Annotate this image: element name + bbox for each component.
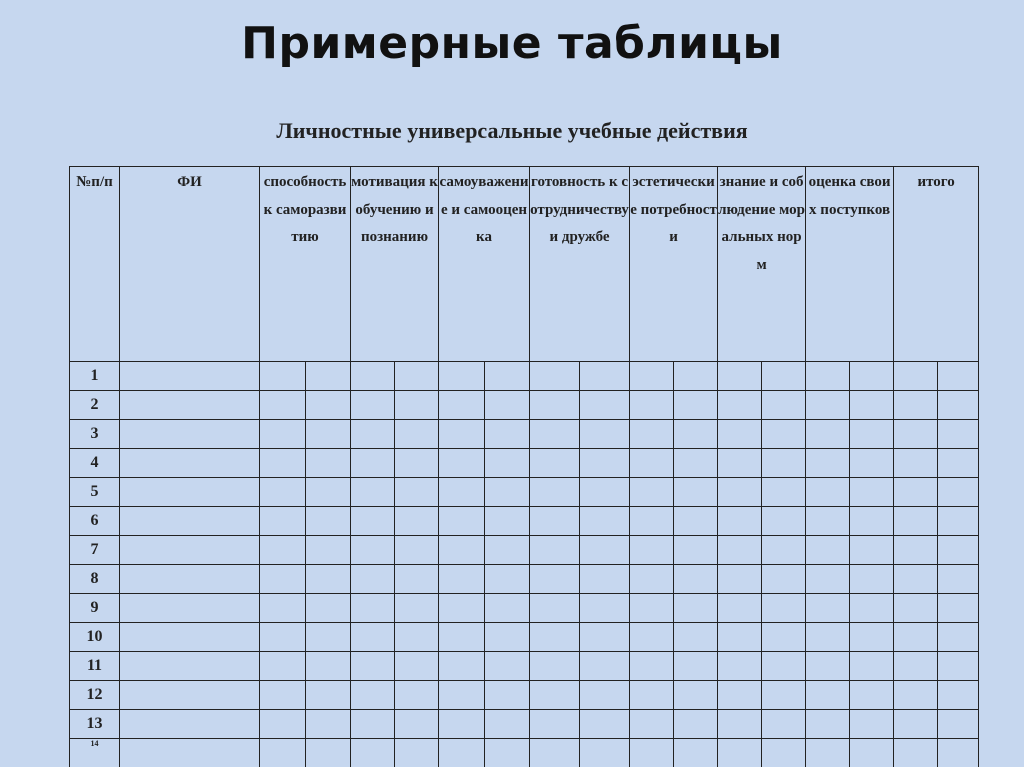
header-total: итого: [894, 167, 979, 362]
cell-score[interactable]: [674, 623, 718, 652]
cell-score[interactable]: [894, 507, 938, 536]
cell-score[interactable]: [260, 420, 306, 449]
cell-score[interactable]: [938, 420, 979, 449]
cell-score[interactable]: [306, 391, 351, 420]
header-num: №п/п: [70, 167, 120, 362]
cell-score[interactable]: [718, 623, 762, 652]
cell-score[interactable]: [306, 623, 351, 652]
cell-fi[interactable]: [120, 710, 260, 739]
cell-score[interactable]: [580, 652, 630, 681]
cell-score[interactable]: [306, 420, 351, 449]
cell-score[interactable]: [260, 681, 306, 710]
row-number: 4: [70, 449, 120, 478]
cell-score[interactable]: [674, 478, 718, 507]
cell-score[interactable]: [630, 362, 674, 391]
cell-score[interactable]: [850, 594, 894, 623]
cell-fi[interactable]: [120, 565, 260, 594]
cell-score[interactable]: [530, 362, 580, 391]
cell-score[interactable]: [351, 739, 395, 767]
cell-score[interactable]: [351, 681, 395, 710]
cell-score[interactable]: [306, 565, 351, 594]
cell-fi[interactable]: [120, 623, 260, 652]
cell-score[interactable]: [718, 420, 762, 449]
header-self-assessment: оценка своих поступков: [806, 167, 894, 362]
cell-score[interactable]: [894, 362, 938, 391]
cell-score[interactable]: [938, 391, 979, 420]
table-row: [70, 536, 979, 565]
cell-score[interactable]: [850, 565, 894, 594]
cell-score[interactable]: [260, 478, 306, 507]
cell-score[interactable]: [439, 681, 485, 710]
cell-score[interactable]: [530, 536, 580, 565]
row-number: 13: [70, 710, 120, 739]
cell-score[interactable]: [306, 681, 351, 710]
row-number: 2: [70, 391, 120, 420]
cell-score[interactable]: [351, 478, 395, 507]
cell-score[interactable]: [485, 652, 530, 681]
cell-score[interactable]: [806, 681, 850, 710]
cell-score[interactable]: [762, 565, 806, 594]
cell-score[interactable]: [580, 739, 630, 767]
cell-score[interactable]: [674, 565, 718, 594]
cell-score[interactable]: [306, 478, 351, 507]
row-number: 1: [70, 362, 120, 391]
cell-score[interactable]: [260, 391, 306, 420]
cell-score[interactable]: [351, 623, 395, 652]
cell-score[interactable]: [439, 362, 485, 391]
cell-fi[interactable]: [120, 681, 260, 710]
cell-score[interactable]: [580, 391, 630, 420]
cell-score[interactable]: [806, 536, 850, 565]
cell-score[interactable]: [530, 594, 580, 623]
cell-score[interactable]: [439, 391, 485, 420]
cell-score[interactable]: [630, 449, 674, 478]
cell-score[interactable]: [260, 652, 306, 681]
cell-score[interactable]: [718, 362, 762, 391]
cell-score[interactable]: [630, 478, 674, 507]
header-row: [70, 167, 979, 362]
cell-score[interactable]: [850, 710, 894, 739]
cell-score[interactable]: [530, 565, 580, 594]
cell-score[interactable]: [439, 594, 485, 623]
table-row: [70, 681, 979, 710]
cell-score[interactable]: [850, 652, 894, 681]
table-row: [70, 449, 979, 478]
cell-score[interactable]: [806, 478, 850, 507]
cell-score[interactable]: [439, 420, 485, 449]
row-number: 7: [70, 536, 120, 565]
cell-score[interactable]: [306, 362, 351, 391]
cell-score[interactable]: [395, 681, 439, 710]
cell-score[interactable]: [674, 652, 718, 681]
cell-score[interactable]: [485, 739, 530, 767]
table-row: [70, 565, 979, 594]
table-row: [70, 594, 979, 623]
cell-score[interactable]: [580, 594, 630, 623]
cell-score[interactable]: [762, 623, 806, 652]
cell-score[interactable]: [762, 391, 806, 420]
cell-score[interactable]: [439, 449, 485, 478]
cell-score[interactable]: [718, 449, 762, 478]
cell-score[interactable]: [260, 449, 306, 478]
cell-score[interactable]: [260, 623, 306, 652]
header-cooperation: готовность к сотрудничеству и дружбе: [530, 167, 630, 362]
assessment-table: [69, 166, 979, 767]
cell-score[interactable]: [674, 536, 718, 565]
table-subtitle: Личностные универсальные учебные действия: [276, 118, 748, 143]
row-number: 3: [70, 420, 120, 449]
cell-score[interactable]: [718, 536, 762, 565]
table-body: [70, 362, 979, 767]
cell-score[interactable]: [395, 449, 439, 478]
cell-score[interactable]: [630, 565, 674, 594]
table-row: [70, 623, 979, 652]
cell-score[interactable]: [630, 681, 674, 710]
cell-score[interactable]: [806, 594, 850, 623]
row-number: 5: [70, 478, 120, 507]
cell-score[interactable]: [351, 652, 395, 681]
cell-score[interactable]: [530, 449, 580, 478]
cell-score[interactable]: [674, 391, 718, 420]
cell-score[interactable]: [806, 652, 850, 681]
cell-score[interactable]: [530, 623, 580, 652]
cell-score[interactable]: [395, 594, 439, 623]
cell-fi[interactable]: [120, 507, 260, 536]
table-row: [70, 507, 979, 536]
cell-score[interactable]: [485, 507, 530, 536]
cell-score[interactable]: [395, 478, 439, 507]
cell-score[interactable]: [938, 478, 979, 507]
cell-score[interactable]: [806, 565, 850, 594]
cell-fi[interactable]: [120, 594, 260, 623]
cell-score[interactable]: [351, 362, 395, 391]
cell-score[interactable]: [439, 739, 485, 767]
cell-score[interactable]: [850, 449, 894, 478]
cell-score[interactable]: [485, 536, 530, 565]
cell-score[interactable]: [260, 739, 306, 767]
cell-score[interactable]: [630, 536, 674, 565]
cell-score[interactable]: [395, 420, 439, 449]
cell-score[interactable]: [580, 478, 630, 507]
cell-score[interactable]: [439, 710, 485, 739]
cell-score[interactable]: [530, 391, 580, 420]
table-row: [70, 739, 979, 767]
cell-score[interactable]: [395, 536, 439, 565]
cell-fi[interactable]: [120, 739, 260, 767]
cell-score[interactable]: [395, 565, 439, 594]
cell-score[interactable]: [351, 536, 395, 565]
cell-score[interactable]: [395, 362, 439, 391]
row-number: 14: [70, 739, 120, 767]
cell-score[interactable]: [351, 420, 395, 449]
cell-score[interactable]: [306, 710, 351, 739]
row-number: 8: [70, 565, 120, 594]
cell-score[interactable]: [806, 710, 850, 739]
cell-score[interactable]: [850, 536, 894, 565]
cell-score[interactable]: [718, 710, 762, 739]
cell-score[interactable]: [762, 710, 806, 739]
cell-score[interactable]: [894, 710, 938, 739]
cell-score[interactable]: [439, 478, 485, 507]
cell-score[interactable]: [630, 507, 674, 536]
cell-score[interactable]: [674, 594, 718, 623]
cell-score[interactable]: [306, 594, 351, 623]
cell-score[interactable]: [630, 420, 674, 449]
cell-score[interactable]: [850, 420, 894, 449]
cell-score[interactable]: [306, 536, 351, 565]
cell-score[interactable]: [351, 391, 395, 420]
cell-score[interactable]: [806, 623, 850, 652]
cell-score[interactable]: [850, 362, 894, 391]
table-row: [70, 391, 979, 420]
cell-score[interactable]: [260, 362, 306, 391]
header-self-development: способность к саморазвитию: [260, 167, 351, 362]
cell-score[interactable]: [439, 652, 485, 681]
cell-score[interactable]: [850, 623, 894, 652]
header-moral-norms: знание и соблюдение моральных норм: [718, 167, 806, 362]
cell-score[interactable]: [439, 507, 485, 536]
cell-score[interactable]: [485, 391, 530, 420]
cell-score[interactable]: [850, 681, 894, 710]
cell-score[interactable]: [530, 420, 580, 449]
cell-score[interactable]: [762, 507, 806, 536]
cell-score[interactable]: [938, 362, 979, 391]
cell-score[interactable]: [580, 536, 630, 565]
slide-title: Примерные таблицы: [241, 18, 783, 69]
cell-score[interactable]: [718, 507, 762, 536]
cell-score[interactable]: [630, 710, 674, 739]
cell-score[interactable]: [718, 391, 762, 420]
cell-score[interactable]: [762, 739, 806, 767]
cell-score[interactable]: [762, 652, 806, 681]
cell-score[interactable]: [674, 420, 718, 449]
cell-score[interactable]: [260, 710, 306, 739]
cell-score[interactable]: [351, 594, 395, 623]
cell-score[interactable]: [306, 449, 351, 478]
cell-score[interactable]: [630, 594, 674, 623]
cell-score[interactable]: [718, 565, 762, 594]
cell-score[interactable]: [762, 594, 806, 623]
cell-score[interactable]: [580, 507, 630, 536]
cell-score[interactable]: [630, 652, 674, 681]
header-self-esteem: самоуважение и самооценка: [439, 167, 530, 362]
cell-score[interactable]: [306, 652, 351, 681]
cell-score[interactable]: [439, 565, 485, 594]
row-number: 9: [70, 594, 120, 623]
cell-score[interactable]: [806, 362, 850, 391]
row-number: 11: [70, 652, 120, 681]
cell-score[interactable]: [938, 710, 979, 739]
cell-score[interactable]: [938, 565, 979, 594]
cell-score[interactable]: [938, 623, 979, 652]
cell-score[interactable]: [894, 391, 938, 420]
cell-fi[interactable]: [120, 449, 260, 478]
cell-score[interactable]: [395, 391, 439, 420]
cell-score[interactable]: [850, 478, 894, 507]
cell-score[interactable]: [485, 420, 530, 449]
cell-score[interactable]: [718, 739, 762, 767]
cell-score[interactable]: [580, 420, 630, 449]
cell-score[interactable]: [260, 507, 306, 536]
cell-score[interactable]: [439, 536, 485, 565]
cell-fi[interactable]: [120, 420, 260, 449]
cell-score[interactable]: [351, 507, 395, 536]
cell-score[interactable]: [351, 710, 395, 739]
cell-score[interactable]: [485, 565, 530, 594]
cell-score[interactable]: [894, 652, 938, 681]
cell-score[interactable]: [530, 739, 580, 767]
cell-score[interactable]: [718, 594, 762, 623]
cell-score[interactable]: [530, 652, 580, 681]
cell-score[interactable]: [674, 710, 718, 739]
cell-score[interactable]: [306, 739, 351, 767]
cell-score[interactable]: [580, 449, 630, 478]
cell-score[interactable]: [938, 536, 979, 565]
cell-score[interactable]: [580, 362, 630, 391]
cell-score[interactable]: [674, 681, 718, 710]
cell-score[interactable]: [850, 739, 894, 767]
cell-score[interactable]: [395, 652, 439, 681]
cell-score[interactable]: [485, 710, 530, 739]
header-motivation: мотивация к обучению и познанию: [351, 167, 439, 362]
cell-score[interactable]: [894, 681, 938, 710]
cell-score[interactable]: [306, 507, 351, 536]
cell-score[interactable]: [762, 478, 806, 507]
cell-score[interactable]: [439, 623, 485, 652]
cell-score[interactable]: [580, 681, 630, 710]
cell-score[interactable]: [485, 449, 530, 478]
cell-score[interactable]: [806, 420, 850, 449]
cell-score[interactable]: [806, 739, 850, 767]
cell-score[interactable]: [580, 623, 630, 652]
cell-score[interactable]: [260, 594, 306, 623]
cell-score[interactable]: [938, 681, 979, 710]
cell-score[interactable]: [938, 507, 979, 536]
cell-score[interactable]: [806, 507, 850, 536]
cell-score[interactable]: [938, 594, 979, 623]
cell-score[interactable]: [762, 449, 806, 478]
table-row: [70, 478, 979, 507]
cell-score[interactable]: [894, 420, 938, 449]
cell-score[interactable]: [351, 449, 395, 478]
table-row: [70, 710, 979, 739]
cell-score[interactable]: [580, 710, 630, 739]
cell-fi[interactable]: [120, 652, 260, 681]
row-number: 6: [70, 507, 120, 536]
cell-score[interactable]: [530, 710, 580, 739]
cell-score[interactable]: [938, 739, 979, 767]
cell-score[interactable]: [351, 565, 395, 594]
cell-score[interactable]: [894, 594, 938, 623]
cell-score[interactable]: [938, 652, 979, 681]
cell-score[interactable]: [762, 536, 806, 565]
cell-score[interactable]: [894, 478, 938, 507]
cell-score[interactable]: [894, 565, 938, 594]
cell-score[interactable]: [395, 739, 439, 767]
cell-score[interactable]: [395, 710, 439, 739]
cell-score[interactable]: [718, 478, 762, 507]
cell-score[interactable]: [395, 623, 439, 652]
header-aesthetic-needs: эстетические потребности: [630, 167, 718, 362]
cell-score[interactable]: [485, 478, 530, 507]
cell-score[interactable]: [485, 362, 530, 391]
cell-score[interactable]: [674, 507, 718, 536]
cell-score[interactable]: [894, 449, 938, 478]
table-row: [70, 420, 979, 449]
cell-fi[interactable]: [120, 536, 260, 565]
cell-score[interactable]: [485, 623, 530, 652]
cell-score[interactable]: [530, 681, 580, 710]
cell-fi[interactable]: [120, 391, 260, 420]
cell-score[interactable]: [894, 739, 938, 767]
cell-score[interactable]: [806, 449, 850, 478]
cell-fi[interactable]: [120, 362, 260, 391]
cell-score[interactable]: [630, 739, 674, 767]
cell-score[interactable]: [674, 739, 718, 767]
cell-score[interactable]: [938, 449, 979, 478]
cell-score[interactable]: [485, 681, 530, 710]
cell-score[interactable]: [530, 478, 580, 507]
cell-score[interactable]: [674, 362, 718, 391]
cell-score[interactable]: [850, 507, 894, 536]
row-number: 10: [70, 623, 120, 652]
cell-score[interactable]: [718, 681, 762, 710]
cell-score[interactable]: [630, 391, 674, 420]
cell-score[interactable]: [395, 507, 439, 536]
cell-score[interactable]: [485, 594, 530, 623]
cell-score[interactable]: [762, 362, 806, 391]
cell-score[interactable]: [580, 565, 630, 594]
cell-score[interactable]: [894, 623, 938, 652]
cell-score[interactable]: [260, 536, 306, 565]
cell-score[interactable]: [260, 565, 306, 594]
cell-score[interactable]: [530, 507, 580, 536]
table-row: [70, 362, 979, 391]
cell-score[interactable]: [894, 536, 938, 565]
cell-fi[interactable]: [120, 478, 260, 507]
header-fi: ФИ: [120, 167, 260, 362]
row-number: 12: [70, 681, 120, 710]
cell-score[interactable]: [718, 652, 762, 681]
cell-score[interactable]: [762, 681, 806, 710]
cell-score[interactable]: [674, 449, 718, 478]
cell-score[interactable]: [630, 623, 674, 652]
table-row: [70, 652, 979, 681]
cell-score[interactable]: [850, 391, 894, 420]
cell-score[interactable]: [762, 420, 806, 449]
cell-score[interactable]: [806, 391, 850, 420]
